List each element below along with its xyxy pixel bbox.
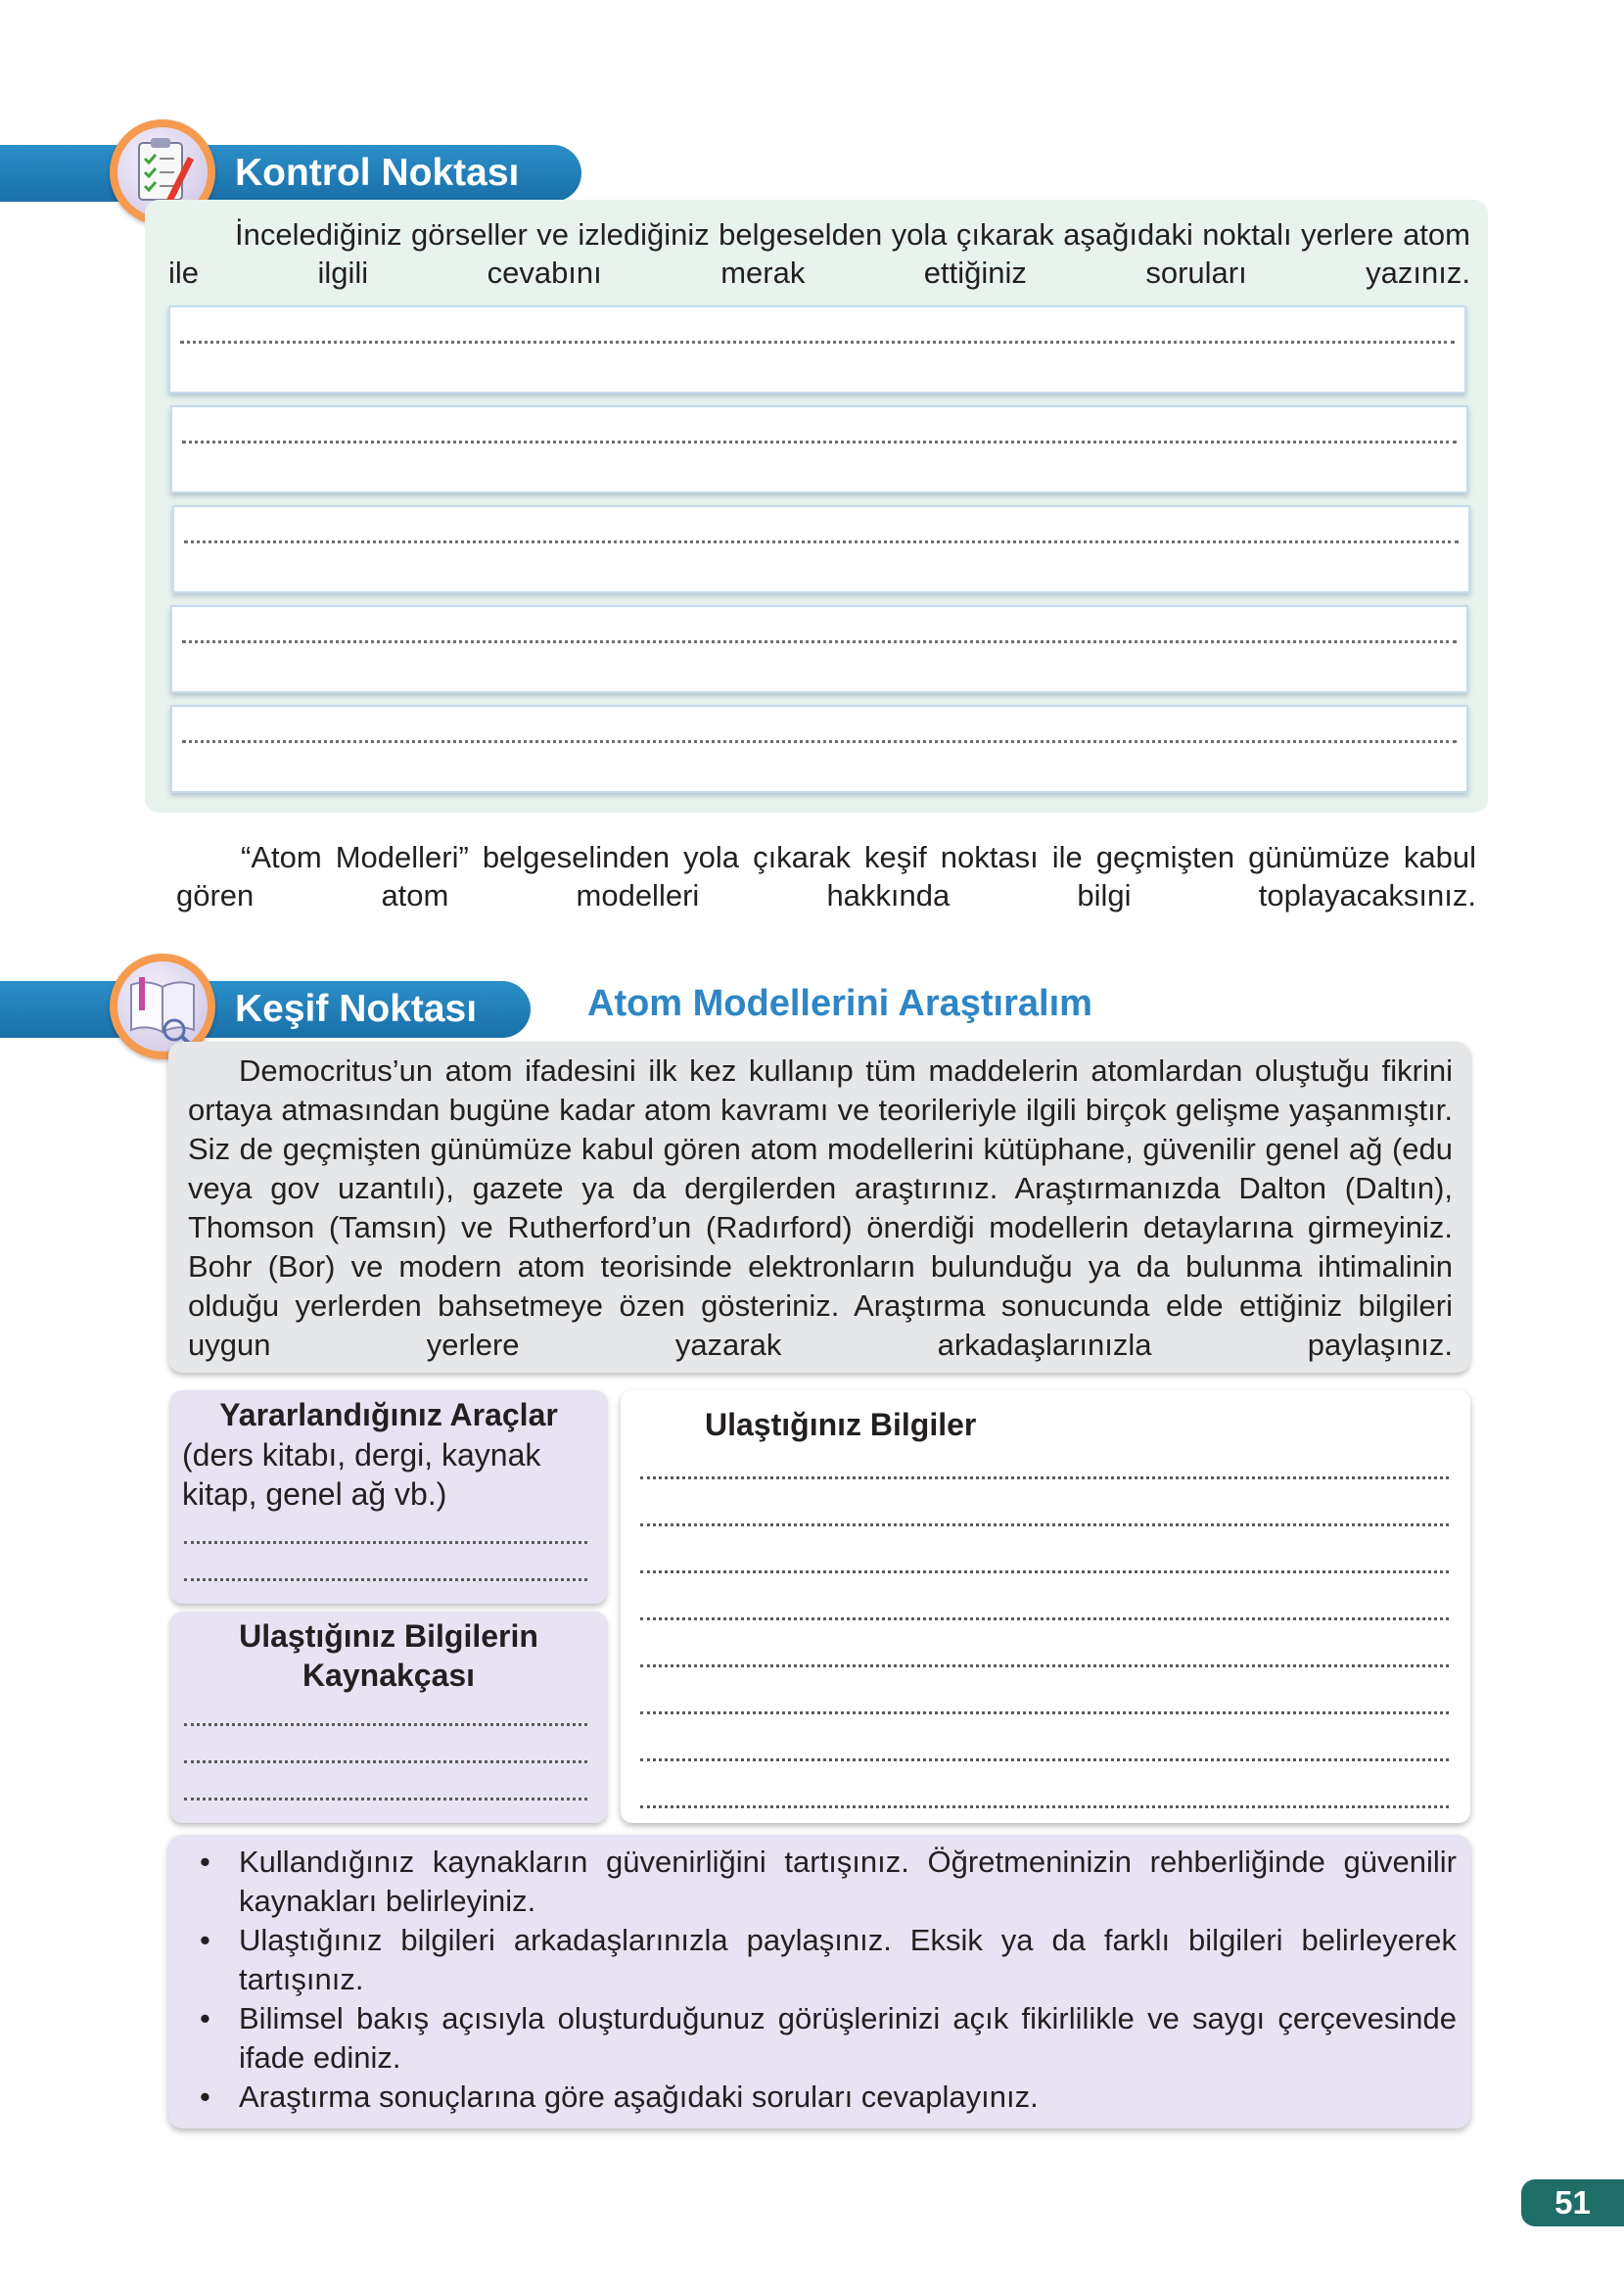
tools-dotted-line-2[interactable] xyxy=(184,1578,587,1581)
dotted-line xyxy=(182,640,1457,643)
answer-box-4[interactable] xyxy=(170,605,1468,693)
bullet-item xyxy=(200,1843,1457,1921)
tools-dotted-line-1[interactable] xyxy=(184,1541,587,1544)
bullet-dot: • xyxy=(200,1845,210,1879)
kesif-subtitle: Atom Modellerini Araştıralım xyxy=(587,983,1092,1024)
bullet-text: Kullandığınız kaynakların güvenirliğini tartışınız. Öğretmeninizin rehberliğinde güvenilir kaynakları belirleyiniz. xyxy=(239,1845,1457,1918)
bullet-dot: • xyxy=(200,1923,210,1957)
info-dotted-line-4[interactable] xyxy=(640,1617,1449,1620)
info-box-title: Ulaştığınız Bilgiler xyxy=(705,1407,977,1442)
answer-box-3[interactable] xyxy=(172,505,1470,593)
sources-box-title-line1: Ulaştığınız Bilgilerin xyxy=(239,1618,538,1654)
info-dotted-line-3[interactable] xyxy=(640,1570,1449,1573)
dotted-line xyxy=(182,740,1457,743)
bullet-text: Ulaştığınız bilgileri arkadaşlarınızla paylaşınız. Eksik ya da farklı bilgileri belirleyerek tartışınız. xyxy=(239,1923,1457,1996)
answer-box-5[interactable] xyxy=(170,705,1468,793)
sources-box-title-line2: Kaynakçası xyxy=(302,1658,476,1693)
bullet-text: Bilimsel bakış açısıyla oluşturduğunuz görüşlerinizi açık fikirlilikle ve saygı çerçevesinde ifade ediniz. xyxy=(239,2001,1457,2075)
info-dotted-line-6[interactable] xyxy=(640,1711,1449,1714)
info-dotted-line-2[interactable] xyxy=(640,1523,1449,1526)
info-dotted-line-1[interactable] xyxy=(640,1476,1449,1479)
book-magnifier-icon xyxy=(117,961,208,1052)
kesif-instructions: Democritus’un atom ifadesini ilk kez kullanıp tüm maddelerin atomlardan oluştuğu fikrini ortaya atmasından bugüne kadar atom kavramı ve teorileriyle ilgili birçok gelişme yaşanmıştır. Siz de geçmişten günümüze kabul gören atom modellerini kütüphane, güvenilir genel ağ (edu veya gov uzantılı), gazete ya da dergilerden araştırınız. Araştırmanızda Dalton (Daltın), Thomson (Tamsın) ve Rutherford’un (Radırford) önerdiği modellerin detaylarına girmeyiniz. Bohr (Bor) ve modern atom teorisinde elektronların bulunduğu ya da bulunma ihtimalinin olduğu yerlerden bahsetmeye özen gösteriniz. Araştırma sonucunda elde ettiğiniz bilgileri uygun yerlere yazarak arkadaşlarınızla paylaşınız. xyxy=(188,1053,1453,1362)
bullet-list xyxy=(200,1843,1457,2117)
sources-dotted-line-1[interactable] xyxy=(184,1723,587,1726)
bullet-item xyxy=(200,1999,1457,2078)
bullet-item xyxy=(200,2078,1457,2117)
kontrol-intro: İncelediğiniz görseller ve izlediğiniz belgeselden yola çıkarak aşağıdaki noktalı yerlere atom ile ilgili cevabını merak ettiğiniz soruları yazınız. xyxy=(168,217,1470,290)
answer-box-2[interactable] xyxy=(170,405,1468,493)
sources-dotted-line-2[interactable] xyxy=(184,1760,587,1763)
tools-box-subtitle: (ders kitabı, dergi, kaynak kitap, genel ağ vb.) xyxy=(182,1437,541,1512)
dotted-line xyxy=(180,341,1455,344)
kontrol-title: Kontrol Noktası xyxy=(235,152,520,194)
bullet-dot: • xyxy=(200,2001,210,2035)
bullet-dot: • xyxy=(200,2080,210,2114)
info-dotted-line-8[interactable] xyxy=(640,1805,1449,1808)
bullet-text: Araştırma sonuçlarına göre aşağıdaki soruları cevaplayınız. xyxy=(239,2080,1039,2114)
tools-box-title: Yararlandığınız Araçlar xyxy=(219,1397,558,1432)
intro-paragraph: “Atom Modelleri” belgeselinden yola çıkarak keşif noktası ile geçmişten günümüze kabul gören atom modelleri hakkında bilgi toplayacaksınız. xyxy=(176,840,1476,912)
dotted-line xyxy=(182,441,1457,444)
answer-box-1[interactable] xyxy=(168,305,1466,394)
dotted-line xyxy=(184,540,1459,543)
info-dotted-line-5[interactable] xyxy=(640,1664,1449,1667)
page-number: 51 xyxy=(1521,2179,1624,2226)
bullet-item xyxy=(200,1921,1457,1999)
info-dotted-line-7[interactable] xyxy=(640,1758,1449,1761)
sources-dotted-line-3[interactable] xyxy=(184,1798,587,1800)
kesif-title: Keşif Noktası xyxy=(235,988,478,1030)
